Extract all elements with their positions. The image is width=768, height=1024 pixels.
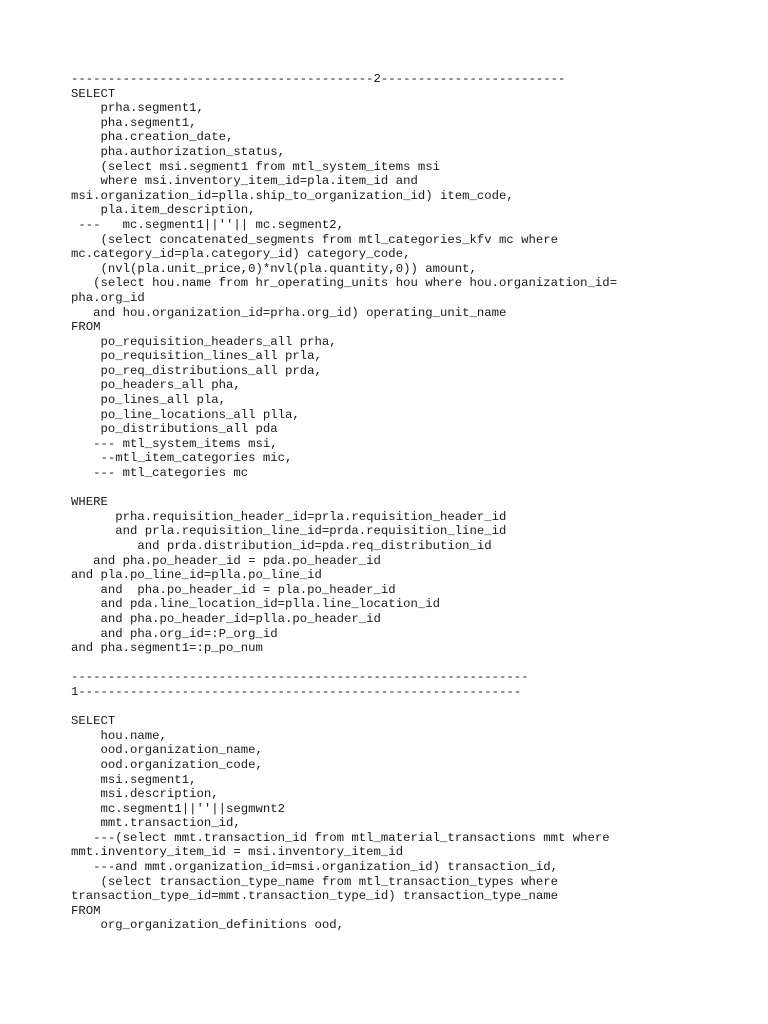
code-line: --mtl_item_categories mic, (71, 451, 293, 466)
code-line: pla.item_description, (71, 203, 256, 218)
code-line: and pha.po_header_id = pla.po_header_id (71, 582, 396, 597)
code-line: mmt.transaction_id, (71, 816, 241, 831)
code-line: prha.requisition_header_id=prla.requisition_header_id (71, 509, 507, 524)
code-line: po_req_distributions_all prda, (71, 363, 322, 378)
code-line: pha.segment1, (71, 115, 197, 130)
code-line (71, 656, 761, 671)
code-line: (select hou.name from hr_operating_units hou where hou.organization_id= (71, 276, 618, 291)
code-line: po_headers_all pha, (71, 378, 241, 393)
code-line: and pha.org_id=:P_org_id (71, 626, 278, 641)
code-line: mc.category_id=pla.category_id) category_code, (71, 247, 411, 262)
code-line: (select transaction_type_name from mtl_transaction_types where (71, 874, 559, 889)
code-line: and prla.requisition_line_id=prda.requisition_line_id (71, 524, 507, 539)
code-line: ood.organization_name, (71, 743, 263, 758)
code-line: WHERE (71, 495, 108, 510)
code-line: ---and mmt.organization_id=msi.organization_id) transaction_id, (71, 860, 559, 875)
code-line: SELECT (71, 86, 116, 101)
sql-code-text (71, 72, 761, 933)
code-line: po_requisition_headers_all prha, (71, 334, 337, 349)
code-line: po_lines_all pla, (71, 393, 226, 408)
code-line: mmt.inventory_item_id = msi.inventory_item_id (71, 845, 404, 860)
code-line: pha.creation_date, (71, 130, 234, 145)
code-line: hou.name, (71, 728, 167, 743)
code-line: po_distributions_all pda (71, 422, 278, 437)
code-line: (select concatenated_segments from mtl_categories_kfv mc where (71, 232, 559, 247)
code-line: and prda.distribution_id=pda.req_distribution_id (71, 539, 492, 553)
code-line: msi.organization_id=plla.ship_to_organization_id) item_code, (71, 188, 514, 203)
code-line: ood.organization_code, (71, 757, 263, 772)
code-line: pha.authorization_status, (71, 144, 286, 159)
code-line: FROM (71, 903, 101, 918)
code-line: and pha.segment1=:p_po_num (71, 641, 263, 656)
code-line: (select msi.segment1 from mtl_system_items msi (71, 159, 440, 174)
code-line: -------------------------------------------------------------- (71, 670, 529, 685)
code-line: po_requisition_lines_all prla, (71, 349, 322, 364)
code-line: po_line_locations_all plla, (71, 407, 300, 422)
code-line: --- mtl_categories mc (71, 466, 249, 481)
code-line: transaction_type_id=mmt.transaction_type_id) transaction_type_name (71, 889, 559, 904)
code-line: msi.description, (71, 787, 219, 802)
code-line: pha.org_id (71, 290, 145, 305)
code-line: and pla.po_line_id=plla.po_line_id (71, 568, 322, 583)
code-line: prha.segment1, (71, 101, 204, 116)
code-line: --- mc.segment1||''|| mc.segment2, (71, 217, 345, 232)
code-line: mc.segment1||''||segmwnt2 (71, 801, 286, 816)
code-line (71, 481, 761, 496)
code-line: FROM (71, 320, 101, 335)
code-line: msi.segment1, (71, 772, 197, 787)
code-line: and pha.po_header_id = pda.po_header_id (71, 553, 381, 568)
code-line: 1------------------------------------------------------------ (71, 684, 522, 699)
code-line: and pha.po_header_id=plla.po_header_id (71, 611, 381, 626)
code-line (71, 700, 761, 715)
code-line: --- mtl_system_items msi, (71, 436, 278, 451)
code-line: ---(select mmt.transaction_id from mtl_material_transactions mmt where (71, 830, 610, 845)
code-line: where msi.inventory_item_id=pla.item_id and (71, 174, 418, 189)
code-line: org_organization_definitions ood, (71, 918, 345, 933)
code-line: and hou.organization_id=prha.org_id) operating_unit_name (71, 305, 507, 320)
code-line: and pda.line_location_id=plla.line_location_id (71, 597, 440, 612)
code-line: -----------------------------------------2------------------------- (71, 72, 566, 86)
code-line: SELECT (71, 714, 116, 729)
code-line: (nvl(pla.unit_price,0)*nvl(pla.quantity,0)) amount, (71, 261, 477, 276)
